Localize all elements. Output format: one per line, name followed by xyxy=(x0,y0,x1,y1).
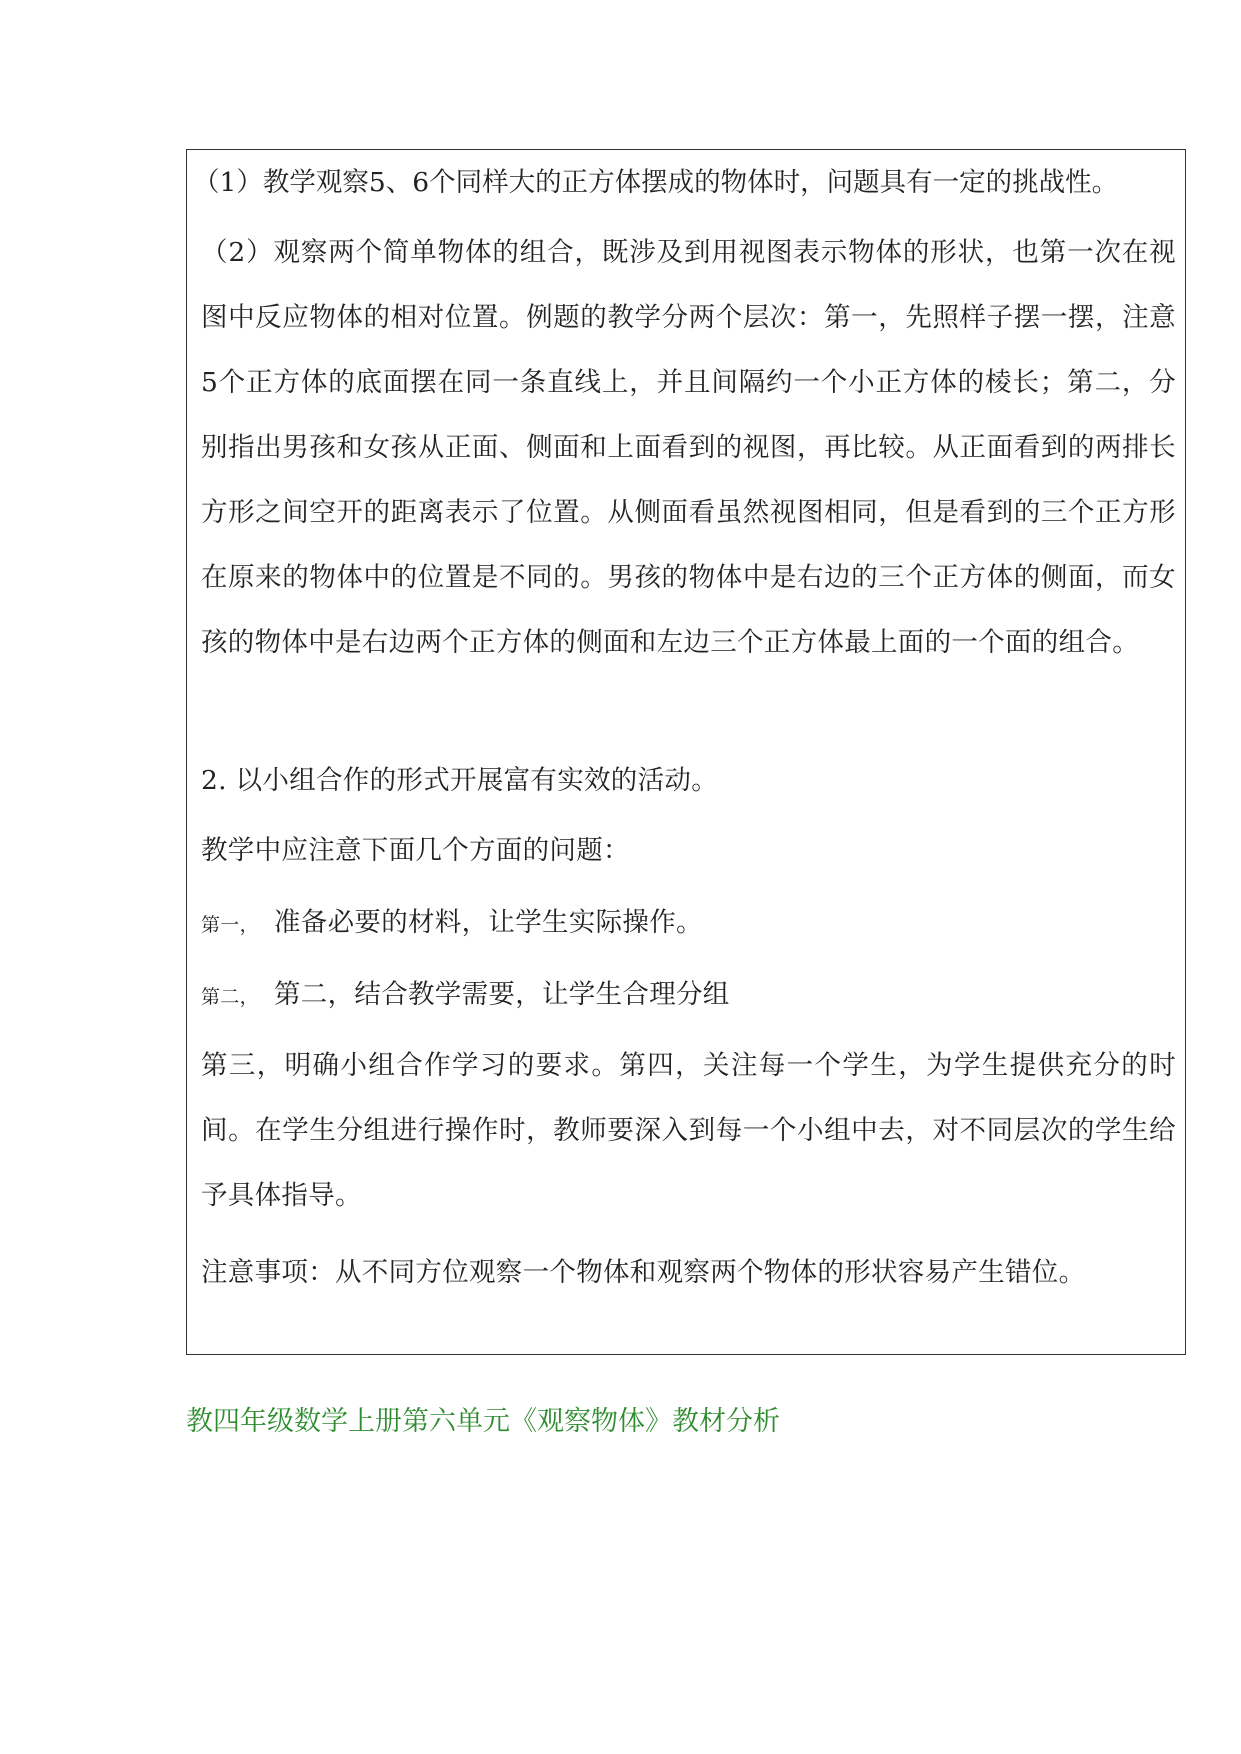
section-title: 教四年级数学上册第六单元《观察物体》教材分析 xyxy=(186,1406,780,1437)
list-item-prefix: 第一， xyxy=(201,914,259,936)
paragraph-observation-2: （2）观察两个简单物体的组合，既涉及到用视图表示物体的形状，也第一次在视图中反应物体的相对位置。例题的教学分两个层次：第一，先照样子摆一摆，注意5个正方体的底面摆在同一条直线上，并且间隔约一个小正方体的棱长；第二，分别指出男孩和女孩从正面、侧面和上面看到的视图，再比较。从正面看到的两排长方形之间空开的距离表示了位置。从侧面看虽然视图相同，但是看到的三个正方形在原来的物体中的位置是不同的。男孩的物体中是右边的三个正方体的侧面，而女孩的物体中是右边两个正方体的侧面和左边三个正方体最上面的一个面的组合。 xyxy=(201,237,1176,658)
paragraph-group-activity: 2. 以小组合作的形式开展富有实效的活动。 xyxy=(201,765,719,796)
paragraph-third-fourth: 第三，明确小组合作学习的要求。第四，关注每一个学生，为学生提供充分的时间。在学生分组进行操作时，教师要深入到每一个小组中去，对不同层次的学生给予具体指导。 xyxy=(201,1050,1176,1211)
list-item-second xyxy=(201,962,1176,1030)
paragraph-observation-1: （1）教学观察5、6个同样大的正方体摆成的物体时，问题具有一定的挑战性。 xyxy=(193,167,1119,198)
list-item-prefix: 第二， xyxy=(201,986,259,1008)
list-item-text: 第二，结合教学需要，让学生合理分组 xyxy=(274,979,730,1010)
content-table-cell xyxy=(186,149,1186,1355)
list-item-first xyxy=(201,890,1176,958)
paragraph-notes: 注意事项：从不同方位观察一个物体和观察两个物体的形状容易产生错位。 xyxy=(201,1257,1086,1288)
paragraph-attention-intro: 教学中应注意下面几个方面的问题： xyxy=(201,835,630,866)
list-item-text: 准备必要的材料，让学生实际操作。 xyxy=(274,907,703,938)
